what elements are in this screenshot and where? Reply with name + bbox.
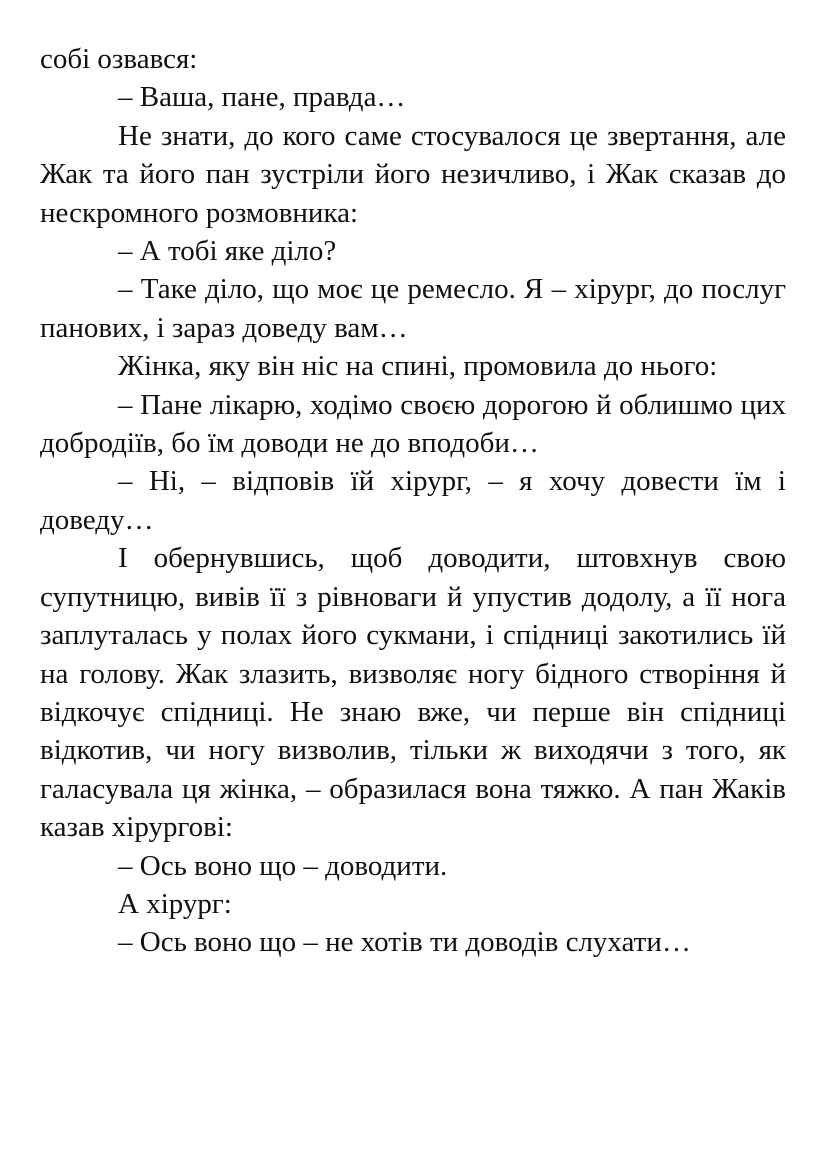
dialogue-line: – Пане лікарю, ходімо своєю дорогою й облишмо цих добродіїв, бо їм доводи не до вподоби… [40, 388, 786, 460]
dialogue-line: – Ваша, пане, правда… [118, 81, 406, 114]
narrative-paragraph: І обернувшись, щоб доводити, штовхнув свою супутницю, вивів її з рівноваги й упустив додолу, а її нога заплуталась у полах його сукмани, і спідниці закотились їй на голову. Жак злазить, визволяє ногу бідного створіння й відкочує спідниці. Не знаю вже, чи перше він спідниці відкотив, чи ногу визволив, тільки ж виходячи з того, як галасувала ця жінка, – образилася вона тяжко. А пан Жаків казав хірургові: [40, 542, 786, 844]
document-page [40, 40, 786, 962]
dialogue-line: – Ні, – відповів їй хірург, – я хочу довести їм і доведу… [40, 465, 786, 536]
dialogue-line: – Ось воно що – не хотів ти доводів слухати… [118, 926, 691, 959]
paragraph-continuation: собі озвався: [40, 43, 198, 75]
dialogue-line: – А тобі яке діло? [118, 235, 337, 268]
narrative-paragraph: Не знати, до кого саме стосувалося це звертання, але Жак та його пан зустріли його незичливо, і Жак сказав до нескромного розмовника: [40, 119, 786, 229]
narrative-paragraph: А хірург: [118, 887, 232, 920]
dialogue-line: – Таке діло, що моє це ремесло. Я – хірург, до послуг панових, і зараз доведу вам… [40, 273, 786, 344]
narrative-paragraph: Жінка, яку він ніс на спині, промовила до нього: [118, 350, 718, 383]
dialogue-line: – Ось воно що – доводити. [118, 849, 448, 882]
